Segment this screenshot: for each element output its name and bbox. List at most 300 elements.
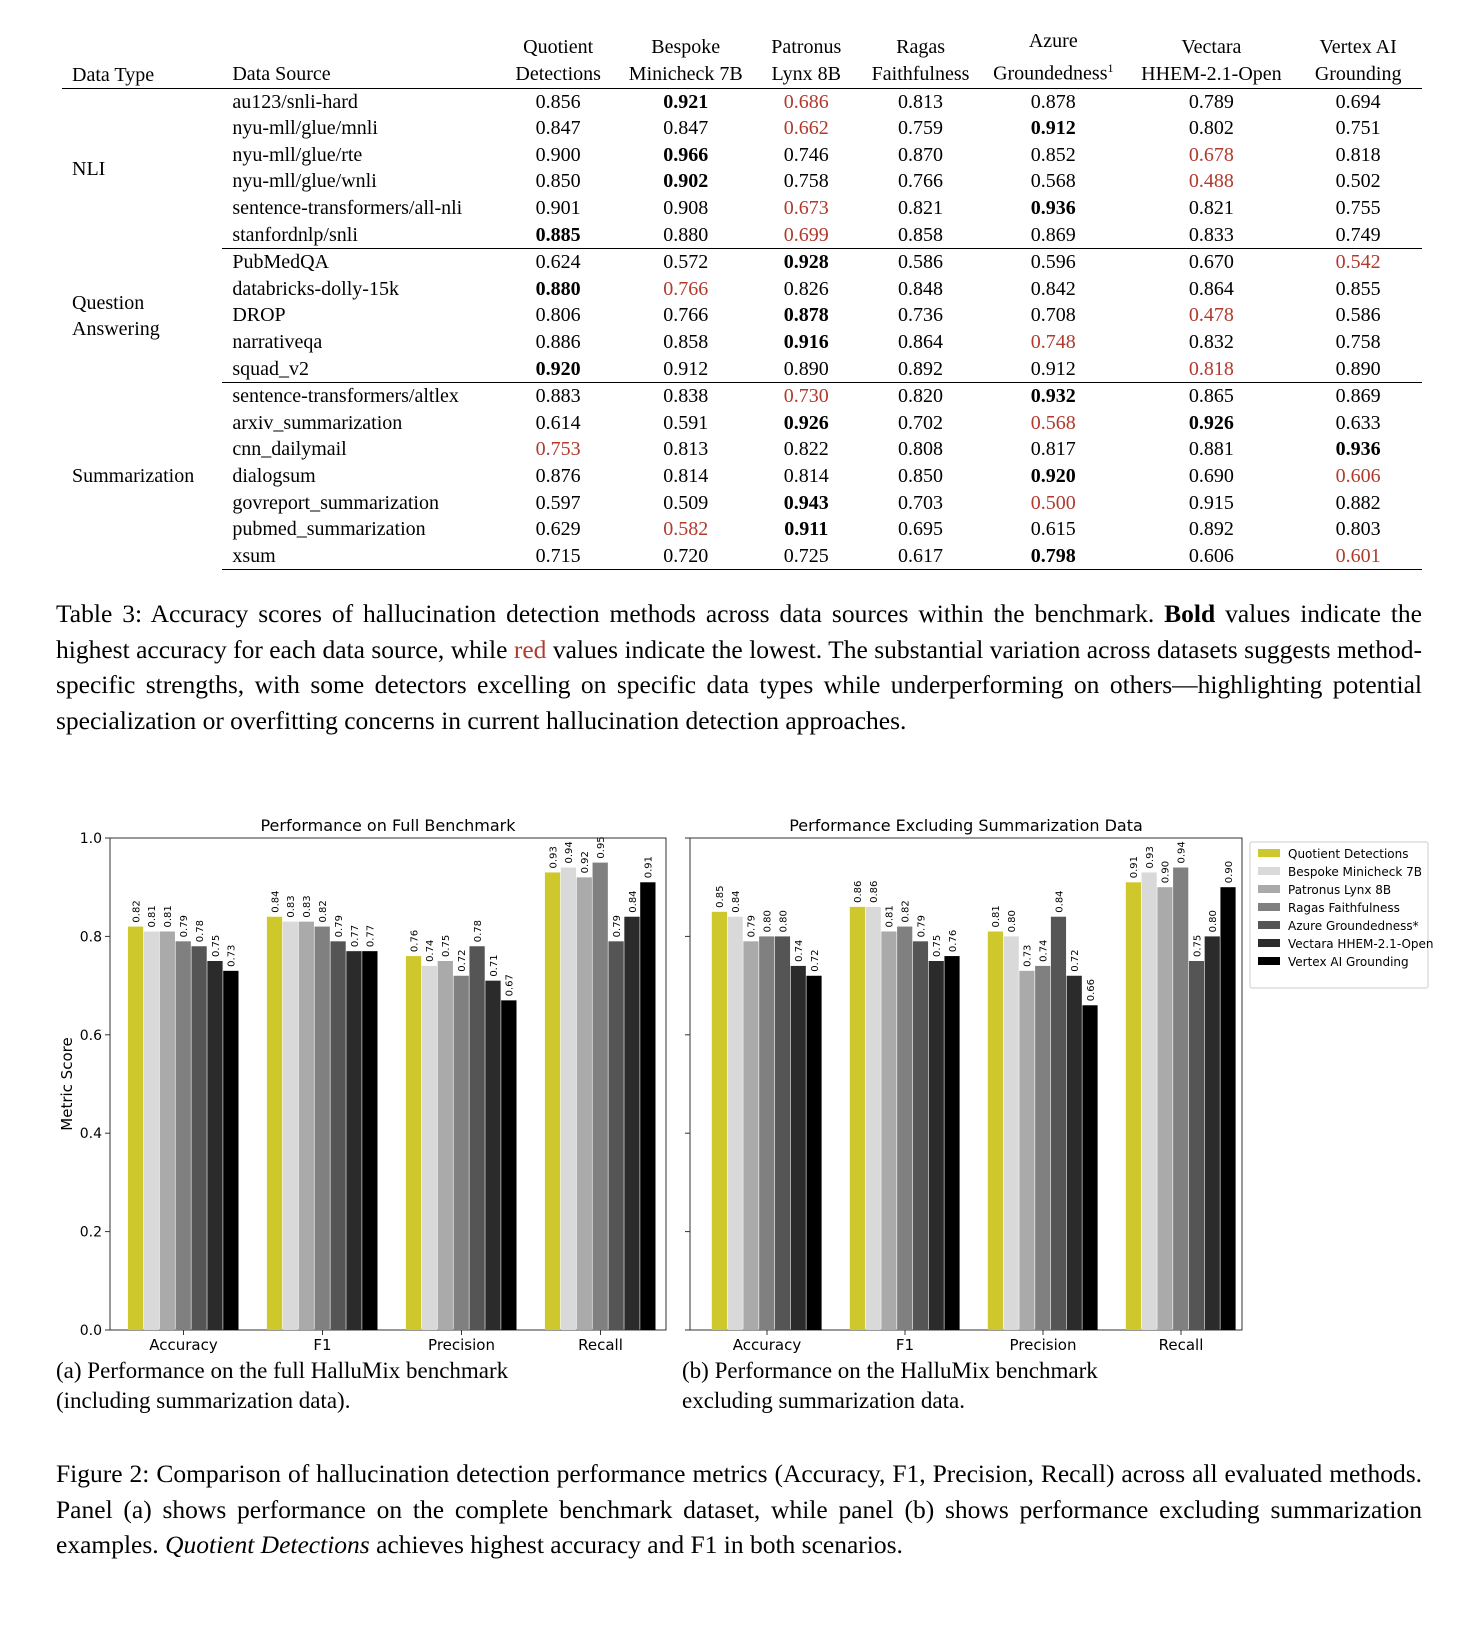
bar-value-label: 0.84 [1054,890,1066,913]
column-header [222,28,494,88]
column-header [494,28,622,88]
bar-value-label: 0.91 [1129,856,1141,879]
bar [283,922,298,1330]
bar-value-label: 0.75 [210,934,222,957]
accuracy-cell: 0.586 [1335,304,1381,327]
legend-label: Azure Groundedness* [1288,919,1419,933]
accuracy-cell: 0.886 [535,331,581,353]
column-header-line1: Bespoke [651,35,721,58]
accuracy-cell: 0.730 [783,385,829,408]
data-source-cell: nyu-mll/glue/wnli [232,170,377,193]
bar-value-label: 0.67 [504,974,516,997]
subcaption-b [682,1356,1098,1416]
accuracy-cell: 0.916 [783,331,829,353]
accuracy-cell: 0.858 [663,331,709,353]
x-tick-label: Recall [1158,1336,1204,1354]
bar-value-label: 0.73 [226,944,238,967]
accuracy-cell: 0.803 [1335,518,1381,541]
table-row [62,463,1422,490]
table-row [62,249,1422,276]
accuracy-cell: 0.821 [898,197,944,220]
accuracy-cell: 0.814 [783,464,829,487]
accuracy-cell: 0.926 [783,411,829,434]
legend-swatch [1258,939,1280,947]
bar-value-label: 0.82 [900,900,912,923]
column-header-line2: Grounding [1314,62,1402,85]
bar [438,961,453,1330]
bar-value-label: 0.78 [194,919,206,943]
bar-value-label: 0.86 [853,880,865,903]
bar [1189,961,1204,1330]
accuracy-cell: 0.915 [1188,491,1234,514]
accuracy-cell: 0.758 [783,170,829,193]
bar-value-label: 0.82 [318,900,329,923]
accuracy-cell: 0.686 [783,90,829,113]
bar-value-label: 0.84 [270,890,282,913]
data-source-cell: squad_v2 [222,356,494,383]
bar-value-label: 0.83 [286,895,298,918]
accuracy-cell: 0.878 [1030,90,1076,113]
accuracy-cell: 0.852 [1030,143,1076,166]
accuracy-cell: 0.755 [1335,197,1381,220]
accuracy-cell: 0.749 [1294,222,1422,249]
column-header [62,28,222,88]
bar [346,951,361,1330]
legend-label: Patronus Lynx 8B [1288,883,1392,897]
bar [1157,887,1172,1330]
accuracy-cell: 0.912 [622,356,750,383]
data-type-label: NLI [72,157,106,180]
data-source-cell: au123/snli-hard [232,90,358,113]
bar-value-label: 0.84 [627,890,639,913]
data-source-cell: arxiv_summarization [232,411,403,434]
x-tick-label: Precision [1009,1336,1077,1354]
bar-value-label: 0.94 [564,841,576,864]
chart-legend [1250,842,1434,988]
accuracy-cell: 0.936 [1335,438,1381,461]
accuracy-cell: 0.908 [663,197,709,220]
accuracy-cell: 0.928 [783,251,829,274]
bar [191,946,206,1330]
data-source-cell: nyu-mll/glue/mnli [232,117,378,140]
accuracy-cell: 0.720 [622,543,750,570]
bar [1067,976,1082,1330]
data-source-cell: govreport_summarization [232,491,439,514]
bar [913,941,928,1330]
accuracy-cell: 0.678 [1188,143,1234,166]
subcaption-a-line1: (a) Performance on the full HalluMix benchmark [56,1358,509,1383]
bar [1126,882,1141,1330]
bar [469,946,484,1330]
accuracy-cell: 0.856 [535,90,581,113]
table-row [62,436,1422,463]
accuracy-cell: 0.614 [535,411,581,434]
bar-value-label: 0.90 [1160,860,1172,884]
column-header-line2: Lynx 8B [771,62,841,85]
column-header-line2: Data Source [232,62,331,85]
accuracy-cell: 0.699 [750,222,863,249]
legend-swatch [1258,867,1280,875]
bar-value-label: 0.93 [1144,846,1156,869]
accuracy-cell: 0.606 [1128,543,1294,570]
accuracy-cell: 0.617 [863,543,978,570]
data-source-cell: narrativeqa [232,331,323,353]
bar [577,877,592,1330]
subcaption-a-line2: (including summarization data). [56,1388,351,1413]
accuracy-cell: 0.832 [1188,331,1234,353]
bar-value-label: 0.74 [1038,939,1050,962]
y-tick-label: 0.2 [79,1224,102,1241]
bar [1051,917,1066,1330]
x-tick-label: F1 [895,1336,915,1354]
bar [1019,971,1034,1330]
bar [743,941,758,1330]
accuracy-cell: 0.883 [535,385,581,408]
table-row [62,356,1422,383]
accuracy-cell: 0.890 [1294,356,1422,383]
legend-label: Bespoke Minicheck 7B [1288,865,1422,879]
results-table [62,28,1422,570]
table-row [62,383,1422,410]
legend-label: Quotient Detections [1288,847,1409,861]
bar-value-label: 0.72 [457,949,468,972]
bar [406,956,421,1330]
bar [160,931,175,1330]
bar [866,907,881,1330]
accuracy-cell: 0.695 [898,518,944,541]
accuracy-cell: 0.702 [898,411,944,434]
accuracy-cell: 0.817 [1030,438,1076,461]
accuracy-cell: 0.814 [663,464,709,487]
accuracy-cell: 0.847 [663,117,709,140]
bar [176,941,191,1330]
x-tick-label: Precision [428,1336,495,1354]
table-header [62,28,1422,88]
bar-value-label: 0.95 [596,836,607,859]
bar-value-label: 0.75 [932,934,944,957]
accuracy-cell: 0.858 [863,222,978,249]
table-row [62,410,1422,437]
bar [545,872,560,1330]
bar-value-label: 0.81 [884,905,896,928]
x-tick-label: Accuracy [732,1336,802,1354]
accuracy-cell: 0.926 [1188,411,1234,434]
bar-value-label: 0.91 [643,856,655,879]
accuracy-cell: 0.601 [1294,543,1422,570]
bar-value-label: 0.90 [1223,860,1235,884]
accuracy-cell: 0.500 [1030,491,1076,514]
accuracy-cell: 0.586 [898,251,944,274]
chart-title: Performance Excluding Summarization Data [789,816,1143,835]
accuracy-cell: 0.568 [1030,411,1076,434]
data-type-cell [62,249,222,383]
table-row [62,88,1422,115]
accuracy-cell: 0.912 [1030,117,1076,140]
bar [422,966,437,1330]
data-source-cell: databricks-dolly-15k [232,277,399,300]
accuracy-cell: 0.932 [1030,385,1076,408]
table-row [62,142,1422,169]
chart-excluding-summarization [685,816,1242,1354]
accuracy-cell: 0.597 [535,491,581,514]
y-tick-label: 0.6 [79,1027,102,1044]
accuracy-cell: 0.821 [1188,197,1234,220]
y-axis-label: Metric Score [58,1037,76,1131]
data-type-cell [62,383,222,570]
legend-swatch [1258,885,1280,893]
accuracy-cell: 0.878 [783,304,829,327]
column-header-line1: Ragas [896,35,945,58]
bar [299,922,314,1330]
bar [1035,966,1050,1330]
bar [315,927,330,1330]
data-type-label: Answering [72,317,160,340]
bar [791,966,806,1330]
table-caption-bold-word: Bold [1164,599,1216,628]
column-header-line2: Groundedness$^1$ [993,61,1114,85]
accuracy-cell: 0.921 [663,90,709,113]
bar-value-label: 0.74 [794,939,806,962]
accuracy-cell: 0.758 [1335,331,1381,353]
column-header-line1: Patronus [771,35,842,58]
accuracy-cell: 0.892 [863,356,978,383]
accuracy-cell: 0.670 [1188,251,1234,274]
y-tick-label: 1.0 [79,831,102,847]
accuracy-cell: 0.615 [1030,518,1076,541]
bar [561,868,576,1330]
bar [608,941,623,1330]
accuracy-cell: 0.847 [535,117,581,140]
bar [712,912,727,1330]
legend-swatch [1258,921,1280,929]
subcaption-b-line2: excluding summarization data. [682,1388,965,1413]
bar [1173,868,1188,1330]
bar-value-label: 0.79 [611,915,623,938]
bar-value-label: 0.79 [916,915,928,938]
column-header [622,28,750,88]
bar [128,927,143,1330]
accuracy-cell: 0.606 [1335,464,1381,487]
accuracy-cell: 0.633 [1335,411,1381,434]
bar [485,981,500,1330]
y-tick-label: 0.8 [79,929,102,946]
bar-value-label: 0.77 [365,924,377,948]
bar [1220,887,1235,1330]
bar [362,951,377,1330]
data-source-cell: nyu-mll/glue/rte [232,143,363,166]
accuracy-cell: 0.838 [663,385,709,408]
subcaption-b-line1: (b) Performance on the HalluMix benchmark [682,1358,1098,1383]
accuracy-cell: 0.892 [1188,518,1234,541]
bar [640,882,655,1330]
table-caption-label: Table 3: [56,599,143,628]
accuracy-cell: 0.708 [1030,304,1076,327]
bar-value-label: 0.76 [409,929,421,953]
accuracy-cell: 0.943 [783,491,829,514]
accuracy-cell: 0.881 [1188,438,1234,461]
table-row [62,516,1422,543]
bar [267,917,282,1330]
legend-label: Vertex AI Grounding [1288,955,1409,969]
footnote-marker: 1 [1107,61,1114,75]
bar [501,1000,516,1330]
table-caption-text-1: Accuracy scores of hallucination detection methods across data sources within the benchmark. [142,599,1165,628]
column-header-line2: HHEM-2.1-Open [1141,62,1282,85]
column-header-line1: Quotient [523,35,594,58]
accuracy-cell: 0.850 [898,464,944,487]
figure-caption-text-1: Comparison of hallucination detection performance metrics (Accuracy, F1, Precision, Recall) across all evaluated methods. Panel (a) shows performance on the complete benchmark dataset, while panel (b) shows performance excluding summarization examples. [56,1459,1422,1559]
accuracy-cell: 0.572 [663,251,709,274]
bar [454,976,469,1330]
bar-value-label: 0.79 [179,915,190,938]
accuracy-cell: 0.870 [898,143,944,166]
column-header-line2: Data Type [72,63,155,86]
accuracy-cell: 0.890 [750,356,863,383]
table-caption-red-word: red [513,634,547,664]
legend-swatch [1258,903,1280,911]
accuracy-cell: 0.880 [535,277,581,300]
bar-value-label: 0.80 [778,910,790,933]
accuracy-cell: 0.662 [783,117,829,140]
accuracy-cell: 0.818 [1128,356,1294,383]
data-source-cell: pubmed_summarization [232,518,426,541]
accuracy-cell: 0.848 [898,277,944,300]
chart-full-benchmark [58,816,666,1354]
bar-value-label: 0.74 [425,939,437,962]
accuracy-cell: 0.509 [663,491,709,514]
bar [330,941,345,1330]
data-source-cell: xsum [222,543,494,570]
accuracy-cell: 0.911 [784,518,829,541]
accuracy-cell: 0.865 [1188,385,1234,408]
bar-value-label: 0.72 [809,949,821,972]
bar [1142,872,1157,1330]
bar [881,931,896,1330]
accuracy-cell: 0.746 [783,143,829,166]
bar-value-label: 0.78 [472,919,484,943]
column-header-line1: Azure [1028,30,1078,52]
figure-caption [56,1456,1422,1563]
bar-value-label: 0.75 [1192,934,1204,957]
accuracy-cell: 0.813 [663,438,709,461]
bar [207,961,222,1330]
legend-swatch [1258,849,1280,857]
accuracy-cell: 0.850 [535,170,581,193]
bar-value-label: 0.71 [488,954,500,977]
accuracy-cell: 0.813 [898,90,944,113]
column-header [1128,28,1294,88]
bar-value-label: 0.80 [762,910,774,933]
bar-value-label: 0.94 [1176,841,1188,864]
bar [593,863,608,1330]
accuracy-cell: 0.842 [1030,277,1076,300]
bar-value-label: 0.92 [580,851,592,874]
bar [1004,936,1019,1330]
accuracy-cell: 0.582 [663,518,709,541]
bar [775,936,790,1330]
data-source-cell: PubMedQA [232,251,329,274]
bar-value-label: 0.79 [746,915,758,938]
charts-figure [0,800,1477,1354]
bar [223,971,238,1330]
accuracy-cell: 0.766 [663,277,709,300]
bar-value-label: 0.93 [548,846,560,869]
bar-value-label: 0.79 [333,915,345,938]
accuracy-cell: 0.920 [1030,464,1076,487]
bar [929,961,944,1330]
accuracy-cell: 0.694 [1335,90,1381,113]
table-row [62,222,1422,249]
table-row [62,490,1422,517]
accuracy-cell: 0.882 [1335,491,1381,514]
x-tick-label: F1 [313,1336,332,1354]
bar-value-label: 0.81 [991,905,1003,928]
accuracy-cell: 0.542 [1335,251,1381,274]
accuracy-cell: 0.725 [750,543,863,570]
accuracy-cell: 0.715 [494,543,622,570]
bar [728,917,743,1330]
accuracy-cell: 0.864 [1188,277,1234,300]
chart-title: Performance on Full Benchmark [260,816,516,835]
accuracy-cell: 0.869 [1335,385,1381,408]
accuracy-cell: 0.833 [1128,222,1294,249]
accuracy-cell: 0.869 [978,222,1128,249]
accuracy-cell: 0.748 [1030,331,1076,353]
accuracy-cell: 0.966 [663,143,709,166]
data-type-cell [62,88,222,249]
bar-value-label: 0.81 [147,905,159,928]
accuracy-cell: 0.912 [978,356,1128,383]
data-type-label: Question [72,291,145,314]
y-tick-label: 0.0 [79,1323,102,1339]
bar-value-label: 0.73 [1022,944,1034,967]
accuracy-cell: 0.766 [898,170,944,193]
accuracy-cell: 0.864 [898,331,944,353]
accuracy-cell: 0.822 [783,438,829,461]
data-source-cell: DROP [232,304,286,327]
accuracy-cell: 0.876 [535,464,581,487]
table-body [62,88,1422,570]
figure-caption-text-2: achieves highest accuracy and F1 in both scenarios. [369,1530,903,1559]
accuracy-cell: 0.901 [535,197,581,220]
bar [1082,1005,1097,1330]
bar [944,956,959,1330]
legend-swatch [1258,957,1280,965]
accuracy-cell: 0.902 [663,170,709,193]
table-row [62,302,1422,329]
accuracy-cell: 0.690 [1188,464,1234,487]
accuracy-cell: 0.596 [1030,251,1076,274]
table-caption-text-3: values indicate the lowest. The substantial variation across datasets suggests method-specific strengths, with some detectors excelling on specific data types while underperforming on others—highlighting potential specialization or overfitting concerns in current hallucination detection approaches. [56,634,1422,735]
accuracy-cell: 0.736 [898,304,944,327]
legend-label: Ragas Faithfulness [1288,901,1400,915]
subcaption-a [56,1356,508,1416]
bar-value-label: 0.75 [441,934,453,957]
bar [144,931,159,1330]
accuracy-cell: 0.673 [783,197,829,220]
accuracy-cell: 0.798 [978,543,1128,570]
accuracy-cell: 0.826 [783,277,829,300]
bar [624,917,639,1330]
data-source-cell: stanfordnlp/snli [222,222,494,249]
table-row [62,543,1422,570]
column-header [1294,28,1422,88]
data-source-cell: sentence-transformers/altlex [232,385,459,408]
column-header-line2: Detections [515,62,601,85]
bar-value-label: 0.77 [349,924,361,948]
bar [897,927,912,1330]
accuracy-cell: 0.855 [1335,277,1381,300]
